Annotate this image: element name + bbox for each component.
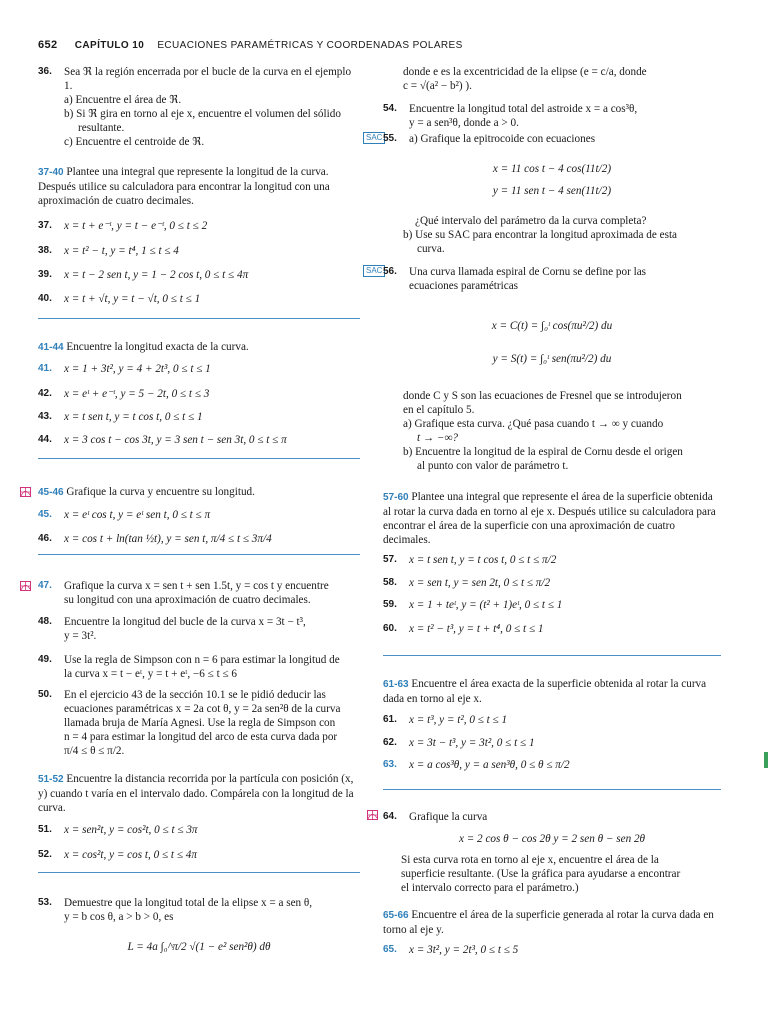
group-instruction: Grafique la curva y encuentre su longitud.	[66, 486, 255, 498]
exercise-equation: x = t + √t, y = t − √t, 0 ≤ t ≤ 1	[64, 293, 201, 305]
exercise-56-body	[403, 389, 721, 473]
exercise-equation: x = 3 cos t − cos 3t, y = 3 sen t − sen 3t, 0 ≤ t ≤ π	[64, 434, 287, 446]
exercise-part: a) Grafique esta curva. ¿Qué pasa cuando t → ∞ y cuando	[403, 418, 664, 430]
cas-tag: SAC	[363, 132, 385, 144]
exercise-55-question: ¿Qué intervalo del parámetro da la curva completa?	[415, 215, 647, 227]
cas-tag: SAC	[363, 265, 385, 277]
exercise-text: c = √(a² − b²) ).	[403, 80, 472, 92]
exercise-number: 37.	[38, 220, 52, 231]
exercise-text: n = 4 para estimar la longitud del arco de esta curva dada por	[64, 731, 338, 743]
exercise-50	[38, 688, 360, 758]
group-51-52	[38, 772, 360, 815]
exercise-55	[383, 132, 721, 146]
exercise-60	[383, 622, 721, 636]
exercise-number: 49.	[38, 654, 52, 665]
epitrochoid-x-equation: x = 11 cos t − 4 cos(11t/2)	[492, 163, 612, 175]
exercise-equation: x = a cos³θ, y = a sen³θ, 0 ≤ θ ≤ π/2	[409, 759, 570, 771]
exercise-text: y = 3t².	[64, 630, 97, 642]
exercise-64	[383, 810, 721, 824]
graphing-icon	[367, 810, 378, 820]
chapter-title: ECUACIONES PARAMÉTRICAS Y COORDENADAS POLARES	[157, 40, 463, 51]
exercise-number: 62.	[383, 737, 397, 748]
group-range: 61-63	[383, 679, 409, 690]
exercise-number: 44.	[38, 434, 52, 445]
exercise-number: 42.	[38, 388, 52, 399]
group-range: 41-44	[38, 342, 64, 353]
group-range: 51-52	[38, 774, 64, 785]
exercise-equation: x = 3t − t³, y = 3t², 0 ≤ t ≤ 1	[409, 737, 535, 749]
exercise-41	[38, 362, 360, 376]
exercise-number: 50.	[38, 689, 52, 700]
section-divider	[38, 872, 360, 873]
exercise-number: 52.	[38, 849, 52, 860]
exercise-49	[38, 653, 360, 681]
exercise-equation: x = eᵗ cos t, y = eᵗ sen t, 0 ≤ t ≤ π	[64, 509, 211, 521]
exercise-part: al punto con valor de parámetro t.	[417, 460, 569, 472]
exercise-54	[383, 102, 721, 130]
exercise-38	[38, 244, 360, 258]
exercise-text: llamada bruja de María Agnesi. Use la regla de Simpson con	[64, 717, 336, 729]
exercise-equation: x = 1 + 3t², y = 4 + 2t³, 0 ≤ t ≤ 1	[64, 363, 211, 375]
exercise-equation: x = cos t + ln(tan ½t), y = sen t, π/4 ≤ t ≤ 3π/4	[64, 533, 272, 545]
page-edge-marker	[764, 752, 768, 768]
exercise-text: el intervalo correcto para el parámetro.)	[401, 882, 579, 894]
exercise-62	[383, 736, 721, 750]
exercise-part: b) Encuentre la longitud de la espiral de Cornu desde el origen	[403, 446, 683, 458]
exercise-number: 60.	[383, 623, 397, 634]
group-instruction: Plantee una integral que represente la longitud de la curva. Después utilice su calculadora para encontrar la longitud con una aproximación de cuatro decimales.	[38, 166, 330, 207]
curve-64-equation: x = 2 cos θ − cos 2θ y = 2 sen θ − sen 2θ	[458, 833, 646, 845]
exercise-equation: x = sen t, y = sen 2t, 0 ≤ t ≤ π/2	[409, 577, 551, 589]
ellipse-length-equation: L = 4a ∫₀^π/2 √(1 − e² sen²θ) dθ	[127, 941, 271, 953]
exercise-37	[38, 219, 360, 233]
fresnel-c-equation: x = C(t) = ∫₀ᵗ cos(πu²/2) du	[491, 320, 613, 332]
exercise-text: Encuentre la longitud total del astroide x = a cos³θ,	[409, 103, 638, 115]
exercise-43	[38, 410, 360, 424]
exercise-part: b) Si ℜ gira en torno al eje x, encuentre el volumen del sólido	[64, 108, 341, 120]
exercise-equation: x = t² − t³, y = t + t⁴, 0 ≤ t ≤ 1	[409, 623, 544, 635]
exercise-56	[383, 265, 721, 293]
exercise-39	[38, 268, 360, 282]
page-header	[38, 38, 730, 52]
section-divider	[38, 458, 360, 459]
exercise-text: y = a sen³θ, donde a > 0.	[409, 117, 519, 129]
exercise-65	[383, 943, 721, 957]
exercise-number: 45.	[38, 509, 52, 520]
exercise-part: t → −∞?	[417, 432, 459, 444]
exercise-text: π/4 ≤ θ ≤ π/2.	[64, 745, 125, 757]
exercise-number: 54.	[383, 103, 397, 114]
exercise-number: 38.	[38, 245, 52, 256]
exercise-part: curva.	[417, 243, 445, 255]
graphing-icon	[20, 487, 31, 497]
exercise-number: 65.	[383, 944, 397, 955]
exercise-47	[38, 579, 360, 607]
exercise-text: donde e es la excentricidad de la elipse (e = c/a, donde	[403, 66, 647, 78]
exercise-text: en el capítulo 5.	[403, 404, 475, 416]
exercise-53-continued	[403, 65, 721, 93]
group-instruction: Encuentre el área exacta de la superficie obtenida al rotar la curva dada en torno al eje x.	[383, 678, 707, 705]
exercise-part: b) Use su SAC para encontrar la longitud aproximada de esta	[403, 229, 678, 241]
exercise-number: 57.	[383, 554, 397, 565]
exercise-text: superficie resultante. (Use la gráfica para ayudarse a encontrar	[401, 868, 681, 880]
exercise-equation: x = t³, y = t², 0 ≤ t ≤ 1	[409, 714, 508, 726]
group-range: 37-40	[38, 167, 64, 178]
exercise-text: ecuaciones paramétricas x = 2a cot θ, y = 2a sen²θ de la curva	[64, 703, 341, 715]
exercise-number: 56.	[383, 266, 397, 277]
group-instruction: Plantee una integral que represente el área de la superficie obtenida al rotar la curva dada en torno al eje x. Después utilice su calculadora para encontrar el área de la superficie con una aproximación de cuatro decimales.	[383, 491, 716, 546]
group-range: 65-66	[383, 910, 409, 921]
exercise-number: 63.	[383, 759, 397, 770]
exercise-equation: x = t sen t, y = t cos t, 0 ≤ t ≤ π/2	[409, 554, 557, 566]
exercise-48	[38, 615, 360, 643]
exercise-equation: x = t + e⁻ᵗ, y = t − e⁻ᵗ, 0 ≤ t ≤ 2	[64, 220, 208, 232]
exercise-text: Encuentre la longitud del bucle de la curva x = 3t − t³,	[64, 616, 306, 628]
exercise-number: 64.	[383, 811, 397, 822]
exercise-text: Demuestre que la longitud total de la elipse x = a sen θ,	[64, 897, 313, 909]
exercise-number: 59.	[383, 599, 397, 610]
exercise-text: Sea ℜ la región encerrada por el bucle de la curva en el ejemplo 1.	[64, 66, 352, 92]
exercise-equation: x = cos²t, y = cos t, 0 ≤ t ≤ 4π	[64, 849, 197, 861]
group-37-40	[38, 165, 360, 208]
exercise-53	[38, 896, 360, 924]
exercise-part: a) Encuentre el área de ℜ.	[64, 94, 182, 106]
exercise-number: 61.	[383, 714, 397, 725]
exercise-44	[38, 433, 360, 447]
exercise-63	[383, 758, 721, 772]
exercise-text: su longitud con una aproximación de cuatro decimales.	[64, 594, 311, 606]
exercise-equation: x = t sen t, y = t cos t, 0 ≤ t ≤ 1	[64, 411, 203, 423]
exercise-58	[383, 576, 721, 590]
exercise-text: Grafique la curva	[409, 811, 488, 823]
exercise-equation: x = sen²t, y = cos²t, 0 ≤ t ≤ 3π	[64, 824, 198, 836]
group-range: 57-60	[383, 492, 409, 503]
exercise-text: a) Grafique la epitrocoide con ecuaciones	[409, 133, 596, 145]
exercise-number: 58.	[383, 577, 397, 588]
group-instruction: Encuentre la longitud exacta de la curva.	[66, 341, 249, 353]
exercise-40	[38, 292, 360, 306]
section-divider	[38, 318, 360, 319]
exercise-part: c) Encuentre el centroide de ℜ.	[64, 136, 205, 148]
epitrochoid-y-equation: y = 11 sen t − 4 sen(11t/2)	[492, 185, 612, 197]
exercise-text: Use la regla de Simpson con n = 6 para estimar la longitud de	[64, 654, 340, 666]
exercise-number: 53.	[38, 897, 52, 908]
exercise-text: y = b cos θ, a > b > 0, es	[64, 911, 174, 923]
fresnel-s-equation: y = S(t) = ∫₀ᵗ sen(πu²/2) du	[492, 353, 612, 365]
exercise-number: 39.	[38, 269, 52, 280]
exercise-text: ecuaciones paramétricas	[409, 280, 519, 292]
exercise-text: donde C y S son las ecuaciones de Fresnel que se introdujeron	[403, 390, 682, 402]
exercise-text: En el ejercicio 43 de la sección 10.1 se le pidió deducir las	[64, 689, 326, 701]
exercise-57	[383, 553, 721, 567]
exercise-equation: x = t − 2 sen t, y = 1 − 2 cos t, 0 ≤ t ≤ 4π	[64, 269, 249, 281]
exercise-equation: x = eᵗ + e⁻ᵗ, y = 5 − 2t, 0 ≤ t ≤ 3	[64, 388, 210, 400]
exercise-equation: x = t² − t, y = t⁴, 1 ≤ t ≤ 4	[64, 245, 179, 257]
exercise-number: 40.	[38, 293, 52, 304]
exercise-59	[383, 598, 721, 612]
exercise-text: Una curva llamada espiral de Cornu se define por las	[409, 266, 647, 278]
exercise-number: 36.	[38, 66, 52, 77]
graphing-icon	[20, 581, 31, 591]
exercise-number: 47.	[38, 580, 52, 591]
exercise-61	[383, 713, 721, 727]
exercise-text: Grafique la curva x = sen t + sen 1.5t, y = cos t y encuentre	[64, 580, 329, 592]
exercise-45	[38, 508, 360, 522]
exercise-text: la curva x = t − eᵗ, y = t + eᵗ, −6 ≤ t ≤ 6	[64, 668, 238, 680]
exercise-number: 51.	[38, 824, 52, 835]
exercise-55-part-b	[403, 228, 721, 256]
group-41-44	[38, 340, 360, 355]
exercise-number: 41.	[38, 363, 52, 374]
group-range: 45-46	[38, 487, 64, 498]
section-divider	[38, 554, 360, 555]
exercise-46	[38, 532, 360, 546]
exercise-equation: x = 1 + teᵗ, y = (t² + 1)eᵗ, 0 ≤ t ≤ 1	[409, 599, 563, 611]
group-61-63	[383, 677, 721, 706]
exercise-part: resultante.	[78, 122, 125, 134]
exercise-number: 48.	[38, 616, 52, 627]
exercise-number: 43.	[38, 411, 52, 422]
exercise-number: 55.	[383, 133, 397, 144]
exercise-36	[38, 65, 360, 149]
chapter-label: CAPÍTULO 10	[74, 40, 145, 51]
group-65-66	[383, 908, 721, 937]
group-instruction: Encuentre la distancia recorrida por la partícula con posición (x, y) cuando t varía en el intervalo dado. Compárela con la longitud de la curva.	[38, 773, 354, 814]
exercise-52	[38, 848, 360, 862]
page-number: 652	[38, 39, 58, 51]
exercise-number: 46.	[38, 533, 52, 544]
exercise-text: Si esta curva rota en torno al eje x, encuentre el área de la	[401, 854, 659, 866]
section-divider	[383, 655, 721, 656]
group-instruction: Encuentre el área de la superficie generada al rotar la curva dada en torno al eje y.	[383, 909, 714, 936]
exercise-equation: x = 3t², y = 2t³, 0 ≤ t ≤ 5	[409, 944, 519, 956]
group-45-46	[38, 485, 360, 500]
exercise-64-body	[401, 853, 721, 895]
section-divider	[383, 789, 721, 790]
exercise-42	[38, 387, 360, 401]
exercise-51	[38, 823, 360, 837]
group-57-60	[383, 490, 721, 547]
